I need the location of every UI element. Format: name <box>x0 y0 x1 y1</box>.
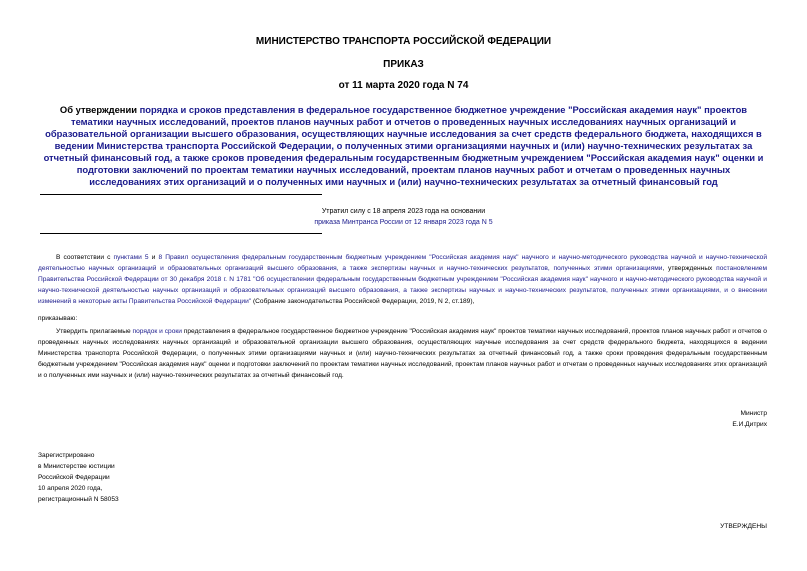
order-word: приказываю: <box>38 315 78 322</box>
document-title <box>40 104 767 188</box>
status-note-line1: Утратил силу с 18 апреля 2023 года на основании <box>321 208 486 215</box>
p1-link-points[interactable]: пунктами 5 <box>113 254 149 261</box>
divider-top <box>40 194 322 195</box>
registration-line2: в Министерстве юстиции <box>38 463 115 470</box>
registration-line3: Российской Федерации <box>38 474 110 481</box>
p2-text-1: Утвердить прилагаемые <box>56 328 133 335</box>
repeal-order-link[interactable]: приказа Минтранса России от 12 января 2023 года N 5 <box>314 219 493 226</box>
order-paragraph <box>38 327 767 382</box>
doc-type-heading: ПРИКАЗ <box>383 59 424 70</box>
registration-line5: регистрационный N 58053 <box>38 496 119 503</box>
title-link[interactable]: порядка и сроков представления в федеральное государственное бюджетное учреждение "Российская академия наук" проектов тематики научных исследований, проектов планов научных работ и отчетов о проведенных научных исследованиях научных организаций и образовательной организации высшего образования, осуществляющих научные исследования за счет средств федерального бюджета, находящихся в ведении Министерства транспорта Российской Федерации, о полученных этими организациями научных и (или) научно-технических результатах за отчетный финансовый год, а также сроков проведения федеральным государственным бюджетным учреждением "Российская академия наук" оценки и подготовки заключений по проектам тематики научных исследований, проектам планов научных работ и отчетам о проведенных научных исследованиях этих организаций и о полученных ими научных и (или) научно-технических результатах за отчетный финансовый год <box>43 104 764 187</box>
title-prefix: Об утверждении <box>59 104 140 115</box>
approved-label: УТВЕРЖДЕНЫ <box>720 523 767 530</box>
p1-text-2: и <box>148 254 159 261</box>
signature-position: Министр <box>740 410 767 417</box>
p1-text-3: , утвержденных <box>662 264 717 272</box>
date-number-heading: от 11 марта 2020 года N 74 <box>338 80 469 91</box>
ministry-heading: МИНИСТЕРСТВО ТРАНСПОРТА РОССИЙСКОЙ ФЕДЕРАЦИИ <box>255 36 552 47</box>
divider-bottom <box>40 233 322 234</box>
p1-link-resolution[interactable]: постановлением Правительства Российской Федерации от 30 декабря 2018 г. N 1781 "Об осуществлении федеральным государственным бюджетным учреждением "Российская академия наук" научного и научно-методического руководства научной и научно-технической деятельностью научных организаций и образовательных организаций высшего образования, а также экспертизы научных и научно-технических результатов, полученных этими организациями, и о внесении изменений в некоторые акты Правительства Российской Федерации" <box>38 264 767 305</box>
status-note-line2 <box>0 217 807 228</box>
p2-text-2: представления в федеральное государственное бюджетное учреждение "Российская академия наук" проектов тематики научных исследований, проектов планов научных работ и отчетов о проведенных научных исследованиях научных организаций и образовательной организации высшего образования, осуществляющих научные исследования за счет средств федерального бюджета, находящихся в ведении Министерства транспорта Российской Федерации, о полученных этими организациями научных и (или) научно-технических результатах за отчетный финансовый год, а также сроки проведения федеральным государственным бюджетным учреждением "Российская академия наук" оценки и подготовки заключений по проектам тематики научных исследований, проектам планов научных работ и отчетам о проведенных научных исследованиях этих организаций и о полученных ими научных и (или) научно-технических результатах за отчетный финансовый год. <box>38 328 767 379</box>
p1-text-1: В соответствии с <box>56 254 114 261</box>
p1-link-rules[interactable]: 8 Правил осуществления федеральным государственным бюджетным учреждением "Российская академия наук" научного и научно-методического руководства научной и научно-технической деятельностью научных организаций и образовательных организаций высшего образования, а также экспертизы научных и научно-технических результатов, полученных этими организациями <box>38 254 768 272</box>
registration-line4: 10 апреля 2020 года, <box>38 485 103 492</box>
signature-name: Е.И.Дитрих <box>732 421 767 428</box>
p1-text-4: (Собрание законодательства Российской Федерации, 2019, N 2, ст.189), <box>251 297 475 305</box>
preamble-paragraph <box>38 253 767 308</box>
registration-line1: Зарегистрировано <box>38 452 95 459</box>
p2-link-procedure[interactable]: порядок и сроки <box>132 328 182 335</box>
